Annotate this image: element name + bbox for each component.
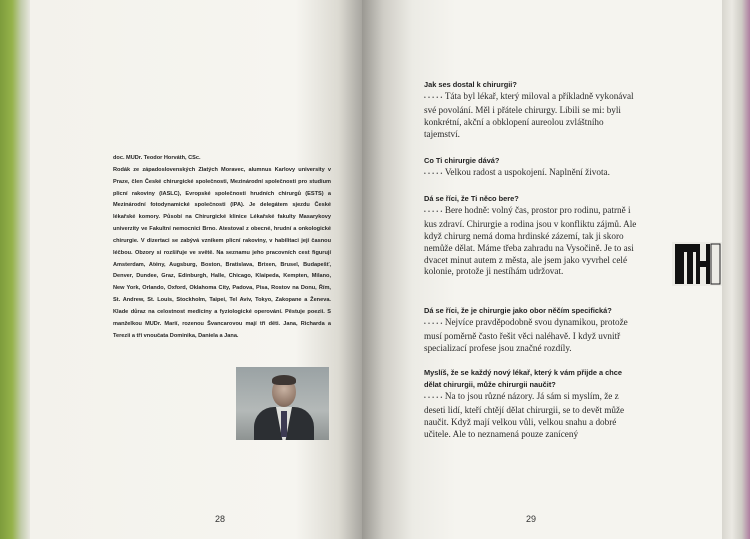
photo-hair — [272, 375, 296, 385]
question: Co Ti chirurgie dává? — [424, 156, 500, 165]
answer — [424, 317, 640, 355]
author-bio — [113, 153, 331, 343]
qa-block-3 — [424, 193, 640, 278]
answer-text: Bere hodně: volný čas, prostor pro rodinu, patrně i kus zdraví. Chirurgie a rodina jsou v konfliktu zájmů. Ale když chirurg nemá doma hrdinské zázemí, tak ji skoro nemůže dělat. Máme třeba zahradu na Vysočině. Je to asi dvacet minut autem z města, ale jsem jako vyvrhel celé kolonie, protože ji nestíhám udržovat. — [424, 204, 637, 277]
answer — [424, 167, 640, 181]
answer-text: Táta byl lékař, který miloval a příkladně vykonával své povolání. Měl i přátele chirurgy. Líbili se mi: byli konkrétní, akční a obklopení aureolou zvláštního tajemství. — [424, 90, 634, 139]
book-logo — [672, 242, 722, 286]
qa-block-2 — [424, 155, 640, 181]
qa-block-4 — [424, 305, 640, 355]
answer — [424, 391, 640, 441]
bullet-dots: • • • • • — [424, 394, 443, 401]
question: Dá se říci, že Ti něco bere? — [424, 194, 519, 203]
question: Jak ses dostal k chirurgii? — [424, 80, 517, 89]
answer — [424, 91, 640, 141]
photo-tie — [281, 411, 287, 437]
bullet-dots: • • • • • — [424, 170, 443, 177]
page-number-right: 29 — [526, 514, 537, 524]
answer-text: Na to jsou různé názory. Já sám si myslím, že z deseti lidí, kteří chtějí dělat chirurgii, se to devět může naučit. Když mají velkou vůli, velkou snahu a dobré učitele. Ale to neznamená pouze zanícený — [424, 390, 625, 439]
author-photo — [236, 367, 329, 440]
bullet-dots: • • • • • — [424, 320, 443, 327]
qa-block-5 — [424, 367, 640, 440]
book-cover-edge-left — [0, 0, 30, 539]
author-bio-text: Rodák ze západoslovenských Zlatých Moravec, alumnus Karlovy university v Praze, člen České chirurgické společnosti, Mezinárodní společnosti pro studium plicní rakoviny (IASLC), Evropské společnosti hrudních chirurgů (ESTS) a Mezinárodní fotodynamické společnosti (IPA). Je delegátem sjezdu České lékařské komory. Působí na Chirurgické klinice Lékařské fakulty Masarykovy univerzity ve Fakultní nemocnici Brno. Atestoval z obecné, hrudní a onkologické chirurgie. V dizertaci se zabývá vznikem plicní rakoviny, v habilitaci její časnou léčbou. Obzory si rozšiřuje ve světě. Na seznamu jeho pracovních cest figurují Amsterdam, Atény, Augsburg, Boston, Bratislava, Brixen, Brusel, Budapešť, Denver, Dundee, Graz, Edinburgh, Halle, Chicago, Klaipeda, Kempten, Milano, New York, Orlando, Oxford, Oklahoma City, Padova, Pisa, Rostov na Donu, Řím, St. Andrew, St. Louis, Stockholm, Taipei, Tel Aviv, Tokyo, Zakopane a Ženeva. Klade důraz na celostnost medicíny a fyziologické operování. Pěstuje poezii. S manželkou MUDr. Marií, rozenou Švancarovou mají tři děti. Jana, Richarda a Terezii a tři vnoučata Dominika, Daniela a Jana. — [113, 166, 331, 339]
bullet-dots: • • • • • — [424, 94, 443, 101]
bullet-dots: • • • • • — [424, 208, 443, 215]
book-cover-edge-right — [722, 0, 750, 539]
qa-block-1 — [424, 79, 640, 141]
page-number-left: 28 — [215, 514, 226, 524]
answer-text: Velkou radost a uspokojení. Naplnění života. — [444, 166, 610, 177]
answer-text: Nejvíce pravděpodobně svou dynamikou, protože musí poměrně často řešit věci naléhavě. I když uvnitř specializací profese jsou značné rozdíly. — [424, 316, 628, 353]
question: Dá se říci, že je chirurgie jako obor něčím specifická? — [424, 306, 612, 315]
answer — [424, 205, 640, 278]
author-name: doc. MUDr. Teodor Horváth, CSc. — [113, 155, 201, 161]
question: Myslíš, že se každý nový lékař, který k vám přijde a chce dělat chirurgii, může chirurgii naučit? — [424, 368, 623, 389]
